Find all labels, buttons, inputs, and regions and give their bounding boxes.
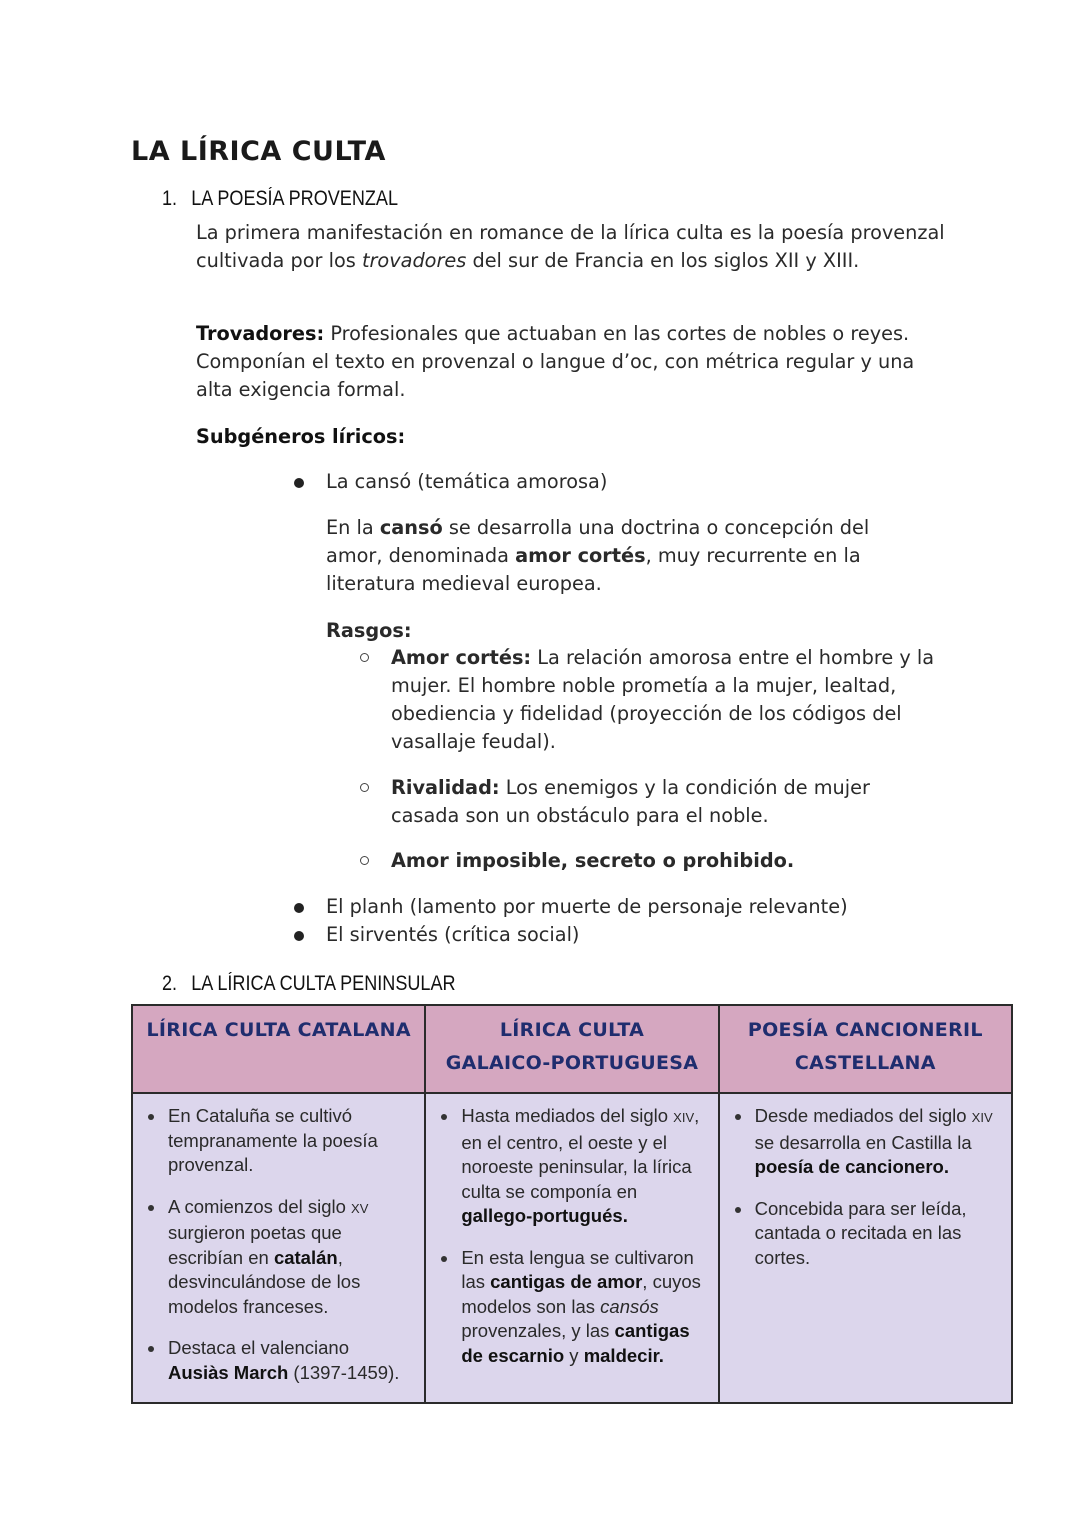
intro-text-b: del sur de Francia en los siglos XII y XIII.: [466, 249, 860, 272]
c3-item2-text: Concebida para ser leída, cantada o recitada en las cortes.: [754, 1197, 967, 1268]
c2-item2-em: cansós: [600, 1295, 659, 1317]
header-catalana: [132, 1005, 425, 1093]
c2-item1-bold: gallego-portugués.: [461, 1205, 628, 1226]
cell-galaico: [425, 1093, 718, 1403]
trovadores-text: Profesionales que actuaban en las cortes de nobles o reyes. Componían el texto en provenzal o langue d’oc, con métrica regular y una alta exigencia formal.: [196, 322, 915, 401]
c3-item1-b: se desarrolla en Castilla la: [754, 1131, 972, 1153]
c1-item2-bold: catalán: [273, 1246, 338, 1268]
list-item: [732, 1104, 1001, 1180]
header-castellana-line1: POESÍA CANCIONERIL: [747, 1019, 983, 1041]
bullet-icon: [294, 478, 304, 488]
c1-item3-bold: Ausiàs March: [168, 1361, 289, 1383]
list-item: [438, 1104, 707, 1229]
circle-bullet-icon: [360, 856, 369, 865]
subgeneros-heading: [196, 423, 956, 451]
table-body-row: [132, 1093, 1012, 1403]
section-1-number: 1.: [162, 187, 178, 210]
header-castellana-line2: CASTELLANA: [794, 1052, 936, 1074]
planh-item: El planh (lamento por muerte de personaje relevante): [326, 895, 848, 918]
c2-item2-bold3: maldecir.: [583, 1344, 664, 1366]
canso-text-3: , muy recurrente en la literatura medieval europea.: [326, 544, 861, 595]
circle-bullet-icon: [360, 783, 369, 792]
c3-item1-bold: poesía de cancionero.: [754, 1156, 949, 1177]
c2-item2-a: En esta lengua se cultivaron las: [461, 1246, 694, 1292]
list-item: [732, 1197, 1001, 1271]
list-item: [438, 1246, 707, 1369]
list-item: [145, 1195, 414, 1320]
c2-item2-bold2: cantigas de escarnio: [461, 1320, 690, 1366]
rasgo-3-label: Amor imposible, secreto o prohibido.: [391, 849, 795, 872]
canso-bold-1: cansó: [379, 516, 443, 539]
section-2-heading: [162, 972, 456, 996]
list-item: [145, 1104, 414, 1178]
rasgo-2-text: Los enemigos y la condición de mujer casada son un obstáculo para el noble.: [391, 776, 870, 827]
section-1-title: LA POESÍA PROVENZAL: [191, 187, 399, 210]
list-item: [145, 1336, 414, 1385]
table-header-row: [132, 1005, 1012, 1093]
c2-item2-bold1: cantigas de amor: [490, 1271, 643, 1292]
c1-item3-a: Destaca el valenciano: [168, 1337, 349, 1358]
intro-emphasis: trovadores: [361, 249, 467, 272]
section-2-number: 2.: [162, 972, 178, 995]
header-galaico-line2: GALAICO-PORTUGUESA: [445, 1052, 699, 1074]
c1-item1-text: En Cataluña se cultivó tempranamente la poesía provenzal.: [168, 1105, 378, 1175]
c2-item1-century: XIV: [673, 1110, 695, 1125]
canso-paragraph: [326, 514, 926, 598]
c3-item1-a: Desde mediados del siglo: [754, 1105, 972, 1126]
c1-item2-century: XV: [351, 1200, 369, 1216]
intro-paragraph: [196, 219, 956, 275]
rasgo-amor-imposible: [391, 847, 794, 875]
circle-bullet-icon: [360, 653, 369, 662]
cell-catalana: [132, 1093, 425, 1403]
rasgos-heading: [326, 617, 412, 645]
subgeneros-label: Subgéneros líricos:: [196, 425, 406, 448]
rasgo-amor-cortes: [391, 644, 951, 756]
cell-castellana: [719, 1093, 1012, 1403]
section-2-title: LA LÍRICA CULTA PENINSULAR: [191, 972, 456, 995]
intro-text-a: La primera manifestación en romance de la lírica culta es la poesía provenzal cultivada por los: [196, 221, 945, 272]
section-1-heading: [162, 187, 398, 211]
rasgo-1-label: Amor cortés:: [391, 646, 532, 669]
c1-item2-a: A comienzos del siglo: [168, 1195, 352, 1217]
trovadores-paragraph: [196, 320, 956, 404]
c1-item2-b: surgieron poetas que escribían en: [168, 1222, 342, 1268]
rasgos-label: Rasgos:: [326, 619, 412, 642]
header-catalana-text: LÍRICA CULTA CATALANA: [146, 1019, 411, 1041]
canso-item: La cansó (temática amorosa): [326, 470, 608, 493]
c2-item1-a: Hasta mediados del siglo: [461, 1105, 674, 1126]
c2-item2-c: provenzales, y las: [461, 1320, 615, 1341]
c3-item1-century: XIV: [971, 1110, 993, 1125]
rasgo-2-label: Rivalidad:: [391, 776, 500, 799]
bullet-icon: [294, 903, 304, 913]
lirica-peninsular-table: [131, 1004, 1013, 1404]
bullet-icon: [294, 931, 304, 941]
page-title: LA LÍRICA CULTA: [131, 136, 386, 167]
c1-item2-c: , desvinculándose de los modelos franceses.: [168, 1246, 361, 1317]
c2-item1-b: , en el centro, el oeste y el noroeste peninsular, la lírica culta se componía en: [461, 1105, 700, 1202]
canso-text-1: En la: [326, 516, 380, 539]
sirventes-item: El sirventés (crítica social): [326, 923, 580, 946]
header-galaico: [425, 1005, 718, 1093]
c2-item2-b: , cuyos modelos son las: [461, 1271, 701, 1317]
rasgo-1-text: La relación amorosa entre el hombre y la mujer. El hombre noble prometía a la mujer, lealtad, obediencia y fidelidad (proyección de los códigos del vasallaje feudal).: [391, 646, 935, 753]
header-galaico-line1: LÍRICA CULTA: [499, 1019, 645, 1041]
trovadores-label: Trovadores:: [196, 322, 325, 345]
c1-item3-b: (1397-1459).: [288, 1361, 400, 1383]
canso-text-2: se desarrolla una doctrina o concepción del amor, denominada: [326, 516, 870, 567]
c2-item2-d: y: [564, 1344, 584, 1366]
header-castellana: [719, 1005, 1012, 1093]
rasgo-rivalidad: [391, 774, 931, 830]
canso-bold-2: amor cortés: [515, 544, 646, 567]
